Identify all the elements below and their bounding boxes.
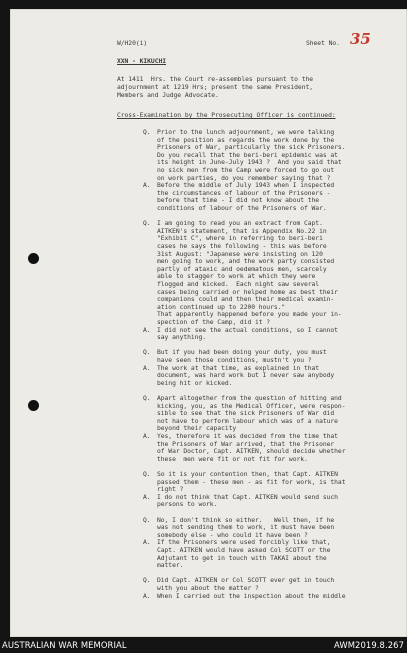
transcript-line: matter. xyxy=(157,562,184,570)
transcript-line: 31st August: "Japanese were insisting on 120 xyxy=(157,250,323,258)
transcript-line: before that time - I did not know about the xyxy=(157,197,320,205)
transcript-line: That apparently happened before you made your in- xyxy=(157,311,342,319)
sheet-number-label: Sheet No. xyxy=(306,40,344,47)
transcript-line: I do not think that Capt. AITKEN would send such xyxy=(157,493,338,501)
transcript-line: its height in June-July 1943 ? And you said that xyxy=(157,159,342,167)
transcript-line: these men were fit or not fit for work. xyxy=(157,455,308,463)
transcript-line: Prior to the lunch adjournment, we were talking xyxy=(157,129,335,136)
speaker-marker: A. xyxy=(143,326,151,334)
transcript-line: of the position as regards the work done by the xyxy=(157,136,335,144)
transcript-line: have seen those conditions, mustn't you ? xyxy=(157,357,312,364)
transcript-line: being hit or kicked. xyxy=(157,379,233,387)
transcript-line: partly of ataxic and oedematous men, scarcely xyxy=(157,265,327,273)
transcript-line: The work at that time, as explained in that xyxy=(157,364,320,372)
transcript-line: say anything. xyxy=(157,334,207,342)
transcript-line: I did not see the actual conditions, so I cannot xyxy=(157,326,338,334)
transcript-line: no sick men from the Camp were forced to go out xyxy=(157,167,335,174)
transcript-line: flogged and kicked. Each night saw several xyxy=(157,281,320,288)
transcript-line: persons to work. xyxy=(157,501,218,509)
transcript-line: on work parties, do you remember saying that ? xyxy=(157,174,331,182)
transcript-line: was not sending them to work, it must have been xyxy=(157,524,335,532)
transcript-line: Adjutant to get in touch with TAKAI about the xyxy=(157,554,327,562)
transcript-line: kicking, you, as the Medical Officer, were respon- xyxy=(157,402,346,410)
footer-bar xyxy=(0,637,407,653)
speaker-marker: Q. xyxy=(143,220,151,228)
speaker-marker: A. xyxy=(143,493,151,501)
transcript-line: men going to work, and the work party consisted xyxy=(157,258,335,266)
speaker-marker: Q. xyxy=(143,516,151,524)
transcript-line: Before the middle of July 1943 when I inspected xyxy=(157,182,335,190)
speaker-marker: Q. xyxy=(143,395,151,402)
speaker-marker: A. xyxy=(143,433,151,440)
xxn-heading: XXN - KIKUCHI xyxy=(117,58,167,65)
transcript-line: No, I don't think so either. Well then, if he xyxy=(157,516,335,524)
transcript-line: sible to see that the sick Prisoners of War did xyxy=(157,410,335,418)
transcript-line: cases being carried or helped home as best their xyxy=(157,288,338,296)
intro-line: Members and Judge Advocate. xyxy=(117,92,219,100)
transcript-line: cases he says the following - this was before xyxy=(157,243,327,250)
speaker-marker: Q. xyxy=(143,129,151,136)
transcript-line: If the Prisoners were used forcibly like that, xyxy=(157,539,331,547)
document-ref-code: W/H20(i) xyxy=(117,40,148,47)
transcript-line: When I carried out the inspection about the middle xyxy=(157,592,346,600)
transcript-line: AITKEN's statement, that is Appendix No.22 in xyxy=(157,227,327,235)
transcript-line: Apart altogether from the question of hitting and xyxy=(157,395,342,402)
transcript-line: Do you recall that the beri-beri epidemic was at xyxy=(157,151,338,159)
intro-line: At 1411 Hrs. the Court re-assembles pursuant to the xyxy=(117,76,314,83)
speaker-marker: A. xyxy=(143,592,151,600)
transcript-line: ation continued up to 2200 hours." xyxy=(157,303,286,311)
transcript-line: Capt. AITKEN would have asked Col SCOTT or the xyxy=(157,547,331,554)
transcript-line: with you about the matter ? xyxy=(157,585,259,592)
intro-line: adjournment at 1219 Hrs; present the same President, xyxy=(117,84,314,92)
punch-hole xyxy=(28,400,39,411)
transcript-line: document, was hard work but I never saw anybody xyxy=(157,372,335,380)
speaker-marker: Q. xyxy=(143,349,151,357)
speaker-marker: A. xyxy=(143,182,151,190)
footer-institution: AUSTRALIAN WAR MEMORIAL xyxy=(2,640,127,650)
speaker-marker: A. xyxy=(143,539,151,547)
document-page xyxy=(10,9,407,637)
speaker-marker: A. xyxy=(143,364,151,372)
transcript-line: beyond their capacity xyxy=(157,425,237,433)
transcript-line: Yes, therefore it was decided from the time that xyxy=(157,433,338,440)
footer-accession-number: AWM2019.8.267 xyxy=(333,640,404,650)
transcript-line: right ? xyxy=(157,486,184,494)
transcript-line: not have to perform labour which was of a nature xyxy=(157,417,338,425)
transcript-line: Prisoners of War, particularly the sick Prisoners. xyxy=(157,144,346,152)
speaker-marker: Q. xyxy=(143,471,151,478)
transcript-line: passed them - these men - as fit for work, is that xyxy=(157,478,346,486)
transcript-line: somebody else - who could it have been ? xyxy=(157,531,308,539)
transcript-line: So it is your contention then, that Capt. AITKEN xyxy=(157,471,338,478)
transcript-line: "Exhibit C", where in referring to beri-beri xyxy=(157,235,323,243)
transcript-line: the circumstances of labour of the Prisoners - xyxy=(157,189,331,197)
transcript-line: able to stagger to work at which they were xyxy=(157,273,316,281)
handwritten-sheet-number: 35 xyxy=(350,30,371,48)
transcript-line: Did Capt. AITKEN or Col SCOTT ever get in touch xyxy=(157,577,335,585)
transcript-line: But if you had been doing your duty, you must xyxy=(157,349,327,357)
transcript-line: the Prisoners of War arrived, that the Prisoner xyxy=(157,440,335,448)
section-heading: Cross-Examination by the Prosecuting Officer is continued: xyxy=(117,112,336,119)
transcript-line: of War Doctor, Capt. AITKEN, should decide whether xyxy=(157,448,346,456)
speaker-marker: Q. xyxy=(143,577,151,585)
transcript-line: conditions of labour of the Prisoners of War. xyxy=(157,205,327,212)
transcript-line: companions could and then their medical examin- xyxy=(157,296,335,304)
punch-hole xyxy=(28,253,39,264)
transcript-line: I am going to read you an extract from Capt. xyxy=(157,220,323,228)
transcript-line: spection of the Camp, did it ? xyxy=(157,319,271,326)
